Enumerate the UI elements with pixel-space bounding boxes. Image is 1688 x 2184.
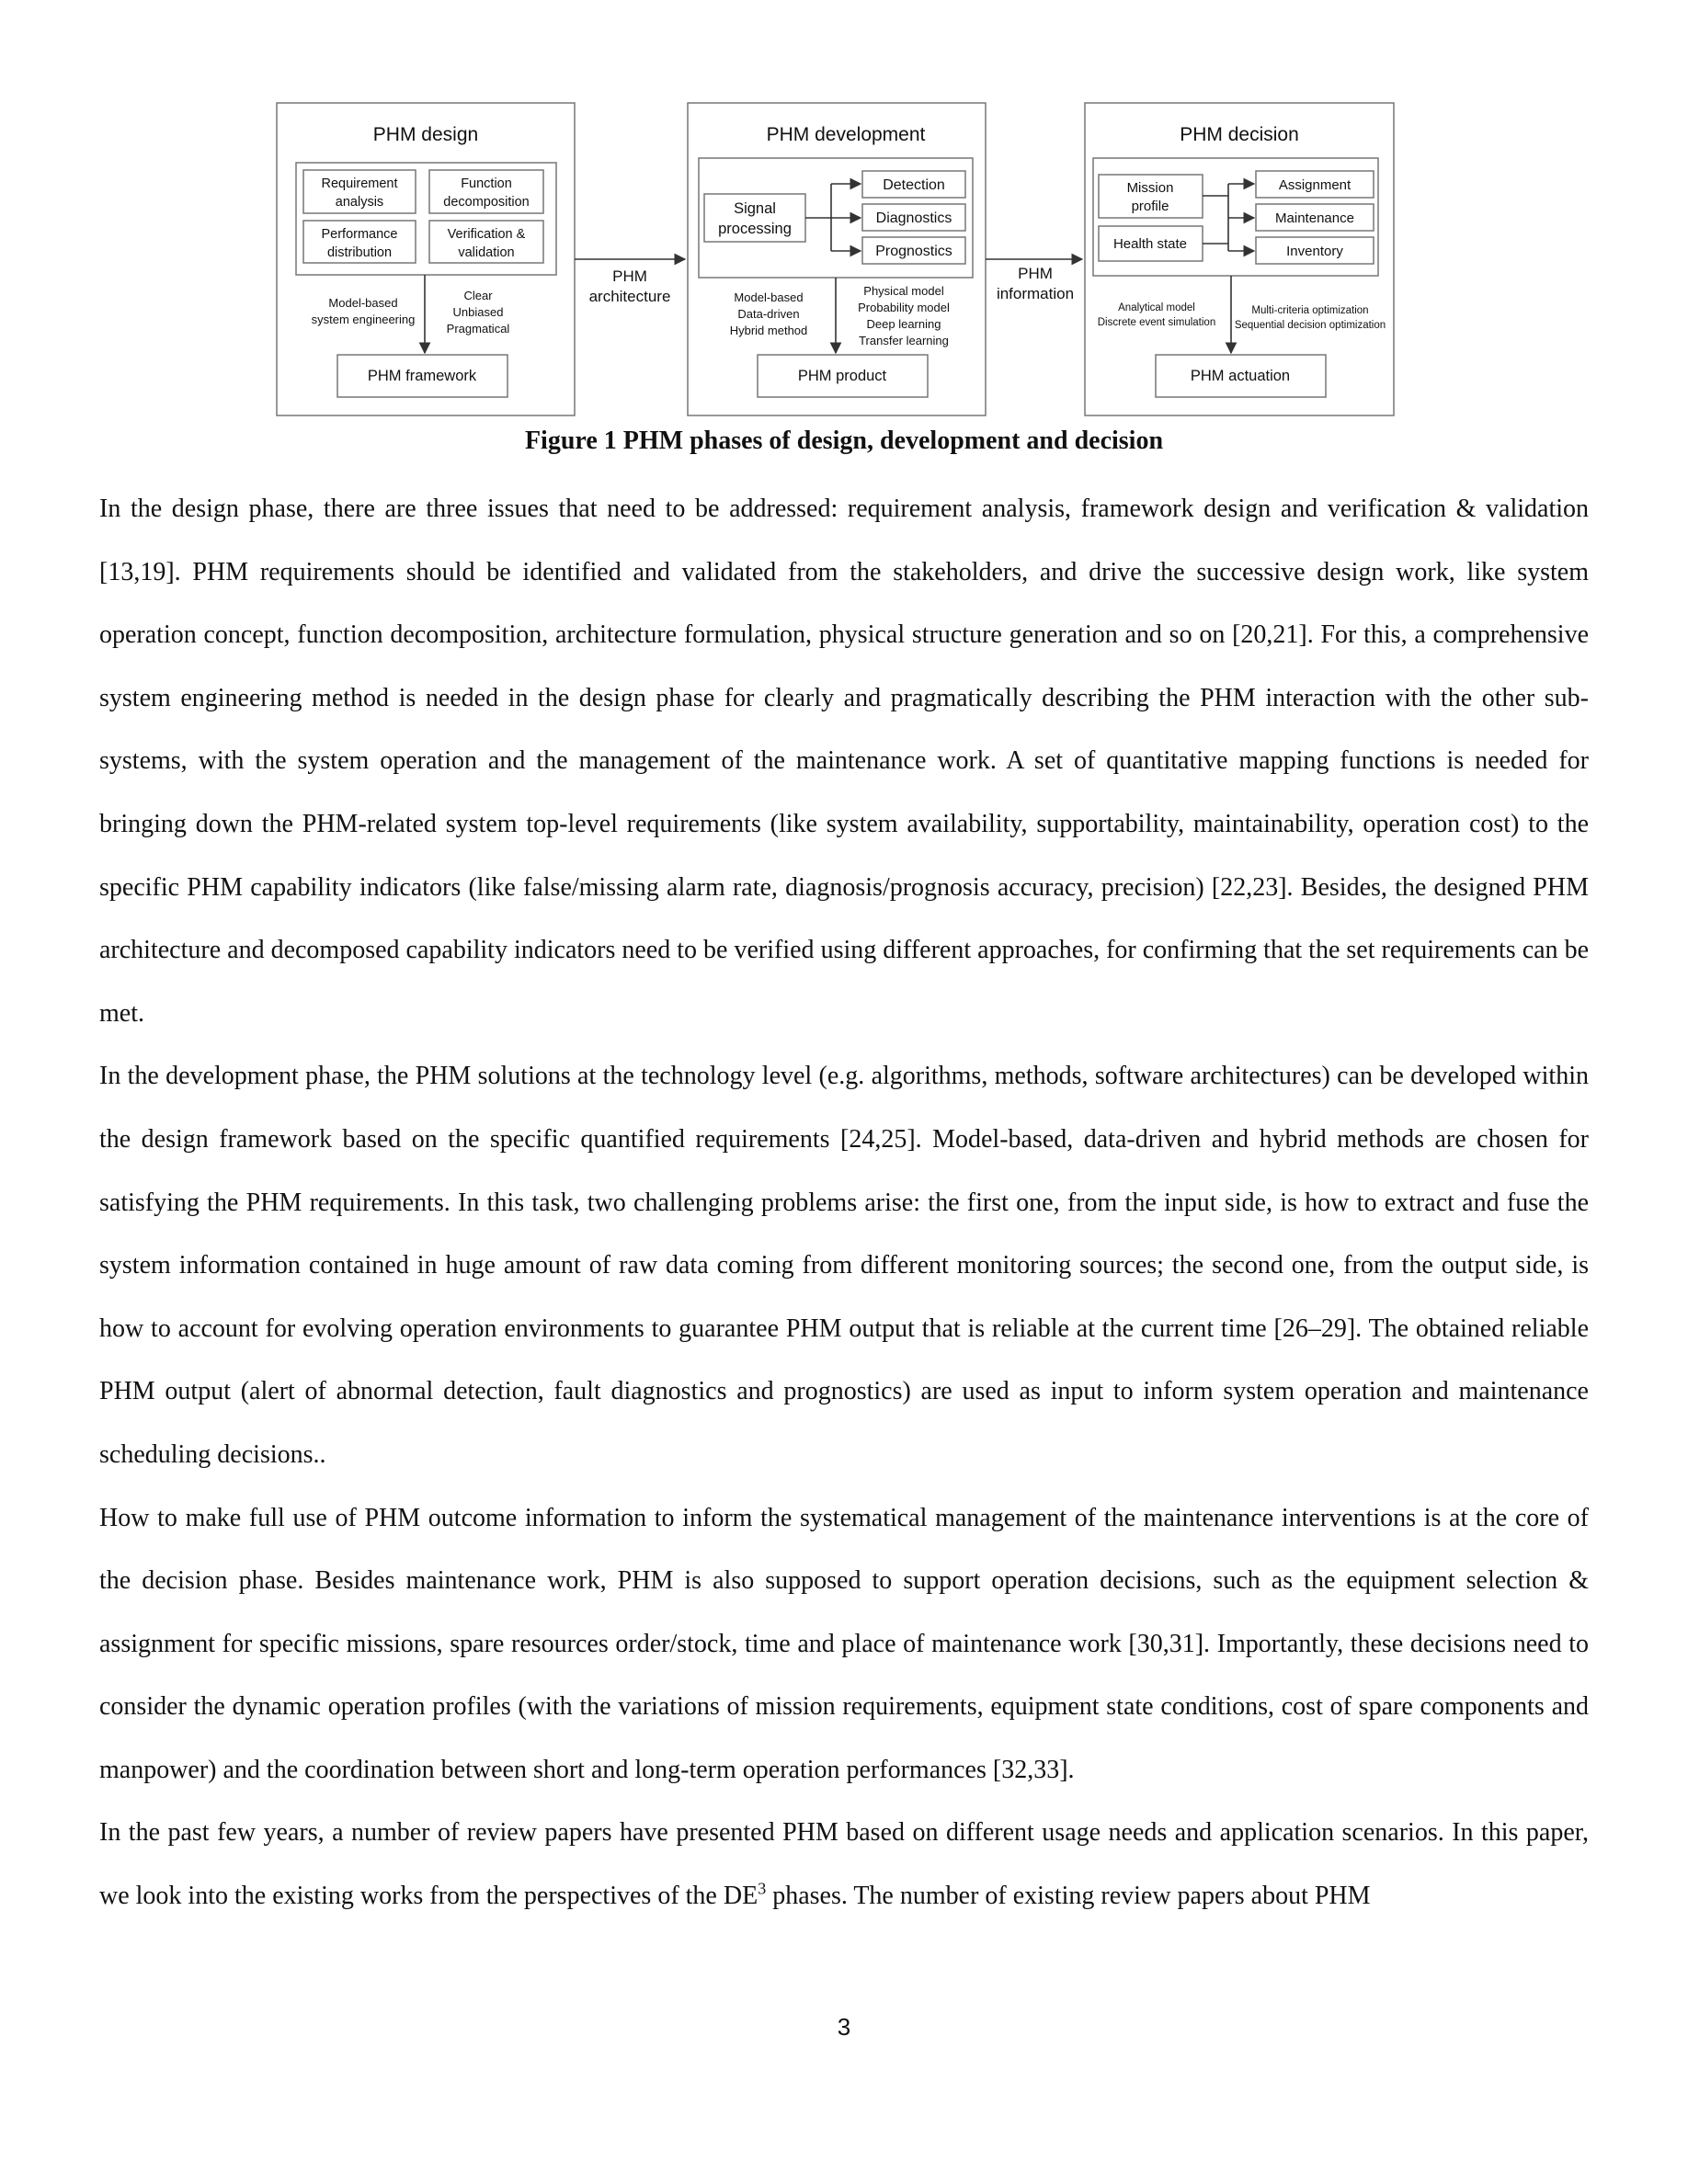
- decision-right-note-2: Sequential decision optimization: [1234, 320, 1386, 331]
- decision-left-note-2: Discrete event simulation: [1097, 317, 1216, 328]
- page-number: 3: [837, 2013, 851, 2041]
- arrow2-line-2: information: [996, 285, 1075, 302]
- decision-input-1-line-2: profile: [1131, 199, 1169, 214]
- development-output-3: Prognostics: [875, 244, 952, 259]
- figure-1: [0, 0, 1688, 432]
- development-left-note-3: Hybrid method: [729, 324, 808, 337]
- development-output-1: Detection: [883, 177, 945, 193]
- arrow1-line-2: architecture: [588, 288, 671, 305]
- design-item-3-line-2: distribution: [326, 245, 393, 260]
- design-right-note-2: Unbiased: [452, 305, 504, 319]
- arrow2-line-1: PHM: [1018, 265, 1053, 282]
- design-item-1-line-1: Requirement: [321, 176, 398, 191]
- development-right-note-1: Physical model: [863, 284, 944, 298]
- arrow1-line-1: PHM: [612, 267, 647, 285]
- design-item-4-line-2: validation: [458, 245, 515, 260]
- design-item-2-line-1: Function: [461, 176, 512, 191]
- development-input-line-1: Signal: [734, 200, 776, 217]
- figure-caption: Figure 1 PHM phases of design, development and decision: [524, 427, 1164, 455]
- development-left-note-2: Data-driven: [737, 307, 800, 321]
- development-output-label: PHM product: [797, 368, 887, 384]
- development-title: PHM development: [766, 124, 926, 145]
- development-right-note-3: Deep learning: [866, 317, 941, 331]
- development-right-note-4: Transfer learning: [859, 334, 949, 347]
- decision-input-2: Health state: [1112, 236, 1188, 252]
- decision-left-note-1: Analytical model: [1118, 302, 1195, 313]
- development-left-note-1: Model-based: [734, 290, 804, 304]
- decision-input-1-line-1: Mission: [1126, 180, 1174, 196]
- design-item-3-line-1: Performance: [321, 227, 398, 242]
- design-left-note-2: system engineering: [311, 313, 416, 326]
- paragraph-design-phase: In the design phase, there are three issues that need to be addressed: requirement analysis, framework design and verification & validation [13,19]. PHM requirements should be identified and validated from the stakeholders, and drive the successive design work, like system operation concept, function decomposition, architecture formulation, physical structure generation and so on [20,21]. For this, a comprehensive system engineering method is needed in the design phase for clearly and pragmatically describing the PHM interaction with the other sub-systems, with the system operation and the management of the maintenance work. A set of quantitative mapping functions is needed for bringing down the PHM-related system top-level requirements (like system availability, supportability, maintainability, operation cost) to the specific PHM capability indicators (like false/missing alarm rate, diagnosis/prognosis accuracy, precision) [22,23]. Besides, the designed PHM architecture and decomposed capability indicators need to be verified using different approaches, for confirming that the set requirements can be met.: [99, 495, 1589, 1028]
- paragraph-review-papers-text-2: phases. The number of existing review papers about PHM: [766, 1882, 1371, 1911]
- design-right-note-3: Pragmatical: [446, 322, 510, 336]
- design-item-4-line-1: Verification &: [447, 227, 526, 242]
- phm-phases-diagram: [0, 0, 1688, 432]
- design-title: PHM design: [372, 124, 479, 145]
- decision-title: PHM decision: [1180, 124, 1299, 145]
- paragraph-decision-phase: How to make full use of PHM outcome information to inform the systematical management of the maintenance interventions is at the core of the decision phase. Besides maintenance work, PHM is also supposed to support operation decisions, such as the equipment selection & assignment for specific missions, spare resources order/stock, time and place of maintenance work [30,31]. Importantly, these decisions need to consider the dynamic operation profiles (with the variations of mission requirements, equipment state conditions, cost of spare components and manpower) and the coordination between short and long-term operation performances [32,33].: [99, 1503, 1589, 1784]
- design-item-1-line-2: analysis: [335, 195, 384, 210]
- superscript-3: 3: [758, 1879, 767, 1898]
- decision-output-2: Maintenance: [1275, 210, 1354, 226]
- development-output-2: Diagnostics: [875, 210, 952, 226]
- paragraph-review-papers-text-1: In the past few years, a number of review papers have presented PHM based on different usage needs and application scenarios. In this paper, we look into the existing works from the perspectives of the DE: [99, 1818, 1589, 1911]
- decision-output-1: Assignment: [1278, 177, 1352, 193]
- decision-output-3: Inventory: [1286, 244, 1343, 259]
- paragraph-review-papers: [99, 1802, 1589, 1928]
- decision-output-label: PHM actuation: [1190, 368, 1291, 384]
- design-right-note-1: Clear: [463, 289, 493, 302]
- paragraph-development-phase: In the development phase, the PHM solutions at the technology level (e.g. algorithms, methods, software architectures) can be developed within the design framework based on the specific quantified requirements [24,25]. Model-based, data-driven and hybrid methods are chosen for satisfying the PHM requirements. In this task, two challenging problems arise: the first one, from the input side, is how to extract and fuse the system information contained in huge amount of raw data coming from different monitoring sources; the second one, from the output side, is how to account for evolving operation environments to guarantee PHM output that is reliable at the current time [26–29]. The obtained reliable PHM output (alert of abnormal detection, fault diagnostics and prognostics) are used as input to inform system operation and maintenance scheduling decisions..: [99, 1062, 1589, 1469]
- decision-right-note-1: Multi-criteria optimization: [1251, 305, 1369, 316]
- body-text: [99, 478, 1589, 1928]
- development-input-line-2: processing: [718, 221, 792, 237]
- design-left-note-1: Model-based: [328, 296, 398, 310]
- development-right-note-2: Probability model: [858, 301, 950, 314]
- design-output-label: PHM framework: [367, 368, 477, 384]
- design-item-2-line-2: decomposition: [443, 195, 530, 210]
